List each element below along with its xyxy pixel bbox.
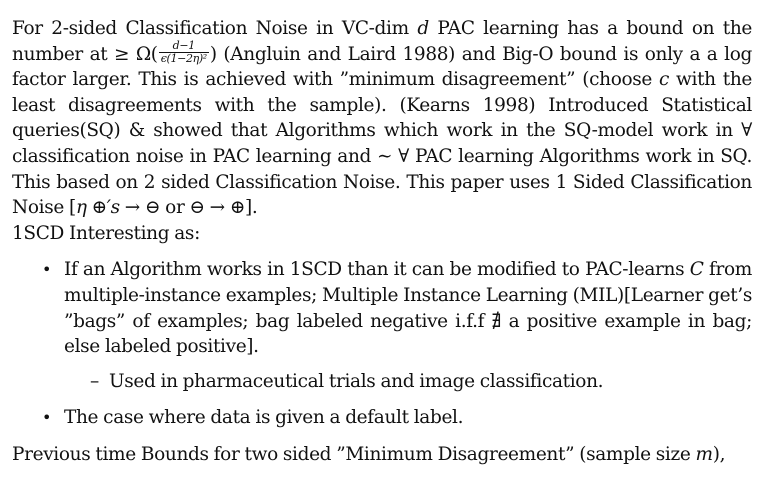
para1-text-5: or	[160, 197, 190, 219]
dash-marker: –	[90, 370, 99, 392]
bullet-marker: •	[42, 408, 52, 428]
bullet-list	[12, 257, 752, 431]
concept-class-variable: C	[689, 259, 704, 281]
vc-dim-variable: d	[417, 18, 429, 39]
bullet1-text-2: from multiple-instance examples; Multiple Instance Learning (MIL)[Learner get’s ”bags” of examples; bag labeled negative i.f.f ∄ a positive example in bag; else labeled positive].	[64, 259, 753, 358]
para1-text-4: with the least disagreements with the sample). (Kearns 1998) Introduced Statistical queries(SQ) & showed that Algorithms which work in the SQ-model work in ∀ classification noise in PAC learning and ∼ ∀ PAC learning Algorithms work in SQ. This based on 2 sided Classification Noise. This paper uses 1 Sided Classification Noise [	[12, 69, 753, 219]
bullet-marker: •	[42, 260, 52, 280]
paragraph-previous-bounds	[12, 442, 752, 468]
list-item	[12, 257, 752, 394]
bullet2-text: The case where data is given a default label.	[64, 407, 464, 429]
fraction-denominator: ϵ(1−2η)²	[160, 52, 207, 66]
sample-size-variable: m	[695, 443, 713, 465]
sub-bullet-list	[64, 369, 752, 395]
paragraph-noise-bounds	[12, 16, 752, 221]
paper-page	[12, 16, 752, 468]
noise-math-2: ⊖ → ⊕	[189, 197, 245, 219]
para1-text-6: ].	[244, 197, 258, 219]
para1-text-3: ) (Angluin and Laird 1988) and Big-O bound is only a a log factor larger. This is achieved with ”minimum disagreement” (choose	[12, 43, 752, 91]
para1-text-1: For 2-sided Classification Noise in VC-dim	[12, 18, 418, 39]
sub-bullet-text: Used in pharmaceutical trials and image classification.	[109, 370, 604, 392]
intro-line: 1SCD Interesting as:	[12, 222, 200, 244]
last-para-text-1: Previous time Bounds for two sided ”Minimum Disagreement” (sample size	[12, 443, 696, 465]
bullet1-text-1: If an Algorithm works in 1SCD than it can be modified to PAC-learns	[64, 259, 690, 281]
fraction-bound	[159, 40, 209, 65]
last-para-text-2: ),	[712, 443, 726, 465]
concept-variable-c: c	[659, 69, 670, 91]
fraction-numerator: d−1	[159, 40, 209, 53]
list-item	[64, 369, 752, 395]
noise-math-1: η ⊕′s → ⊖	[75, 197, 161, 219]
para1-text-2: PAC learning has a bound on the number at ≥ Ω(	[12, 18, 752, 65]
list-item	[12, 405, 752, 431]
